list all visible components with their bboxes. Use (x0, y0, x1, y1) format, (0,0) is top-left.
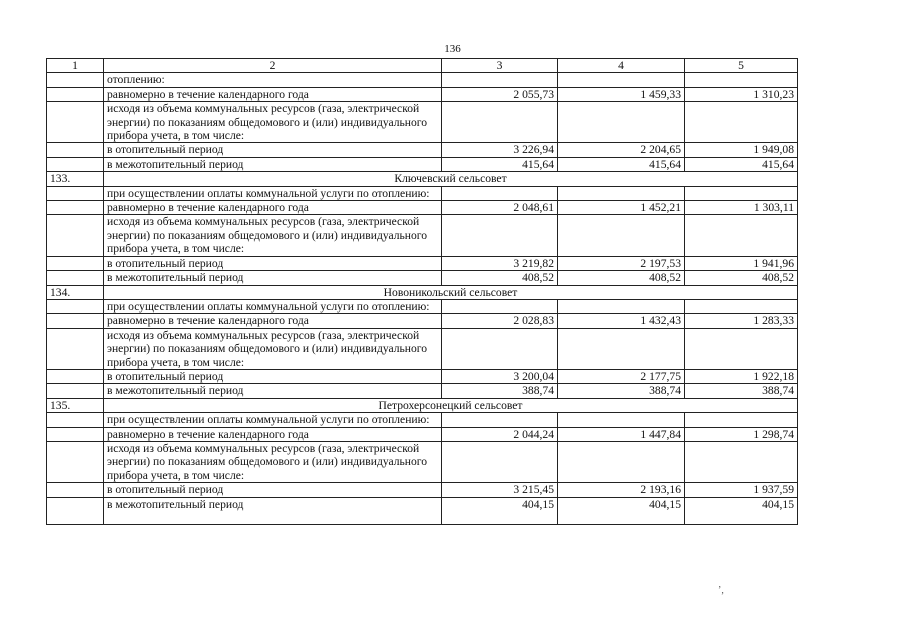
scan-mark: ’, (718, 585, 724, 596)
value-col-3: 404,15 (442, 497, 558, 524)
value-col-4: 1 452,21 (558, 201, 685, 215)
row-number (47, 441, 104, 482)
column-number-row (47, 59, 798, 73)
table-row (47, 102, 798, 143)
table-row (47, 314, 798, 328)
row-label: в межотопительный период (104, 157, 442, 171)
row-number (47, 186, 104, 200)
row-label: в межотопительный период (104, 497, 442, 524)
table-row (47, 256, 798, 270)
value-col-3 (442, 413, 558, 427)
row-number (47, 483, 104, 497)
section-row (47, 172, 798, 186)
value-col-5: 1 283,33 (685, 314, 798, 328)
section-title: Петрохерсонецкий сельсовет (104, 398, 798, 412)
value-col-4: 1 459,33 (558, 87, 685, 101)
value-col-4: 1 432,43 (558, 314, 685, 328)
row-number (47, 87, 104, 101)
value-col-4: 2 193,16 (558, 483, 685, 497)
value-col-5: 415,64 (685, 157, 798, 171)
row-number (47, 201, 104, 215)
table-row (47, 328, 798, 369)
row-label: исходя из объема коммунальных ресурсов (газа, электрической энергии) по показаниям общедомового и (или) индивидуального прибора учета, в том числе: (104, 102, 442, 143)
value-col-3: 408,52 (442, 271, 558, 285)
table-row (47, 441, 798, 482)
value-col-5 (685, 328, 798, 369)
row-label: в межотопительный период (104, 271, 442, 285)
value-col-3: 2 044,24 (442, 427, 558, 441)
value-col-5: 388,74 (685, 384, 798, 398)
value-col-4 (558, 186, 685, 200)
value-col-5 (685, 299, 798, 313)
column-header-5: 5 (685, 59, 798, 73)
row-label: при осуществлении оплаты коммунальной услуги по отоплению: (104, 299, 442, 313)
row-number (47, 271, 104, 285)
row-number: 134. (47, 285, 104, 299)
value-col-5: 1 922,18 (685, 369, 798, 383)
row-number (47, 328, 104, 369)
value-col-5: 408,52 (685, 271, 798, 285)
value-col-4: 2 197,53 (558, 256, 685, 270)
value-col-4: 1 447,84 (558, 427, 685, 441)
value-col-4: 415,64 (558, 157, 685, 171)
value-col-5 (685, 73, 798, 87)
value-col-3 (442, 441, 558, 482)
table-row (47, 215, 798, 256)
value-col-5: 1 298,74 (685, 427, 798, 441)
table-row (47, 73, 798, 87)
value-col-5: 404,15 (685, 497, 798, 524)
value-col-3: 2 055,73 (442, 87, 558, 101)
row-label: отоплению: (104, 73, 442, 87)
column-header-4: 4 (558, 59, 685, 73)
value-col-4: 388,74 (558, 384, 685, 398)
row-number (47, 215, 104, 256)
value-col-3: 3 219,82 (442, 256, 558, 270)
value-col-4 (558, 328, 685, 369)
value-col-5: 1 303,11 (685, 201, 798, 215)
value-col-4 (558, 413, 685, 427)
value-col-4 (558, 215, 685, 256)
value-col-3: 415,64 (442, 157, 558, 171)
row-label: равномерно в течение календарного года (104, 427, 442, 441)
value-col-5: 1 937,59 (685, 483, 798, 497)
page-number: 136 (444, 43, 461, 55)
row-number: 133. (47, 172, 104, 186)
value-col-4 (558, 102, 685, 143)
value-col-3 (442, 186, 558, 200)
row-number (47, 73, 104, 87)
value-col-3 (442, 328, 558, 369)
value-col-5: 1 941,96 (685, 256, 798, 270)
value-col-3 (442, 215, 558, 256)
row-label: в отопительный период (104, 369, 442, 383)
section-title: Новоникольский сельсовет (104, 285, 798, 299)
row-number (47, 427, 104, 441)
value-col-3: 3 226,94 (442, 143, 558, 157)
row-label: при осуществлении оплаты коммунальной услуги по отоплению: (104, 186, 442, 200)
value-col-3 (442, 73, 558, 87)
value-col-4: 404,15 (558, 497, 685, 524)
row-number (47, 369, 104, 383)
section-row (47, 398, 798, 412)
table-row (47, 483, 798, 497)
table-row (47, 186, 798, 200)
table-row (47, 427, 798, 441)
row-label: в отопительный период (104, 256, 442, 270)
row-number (47, 314, 104, 328)
value-col-3: 3 215,45 (442, 483, 558, 497)
value-col-3 (442, 102, 558, 143)
table-row (47, 369, 798, 383)
value-col-5: 1 949,08 (685, 143, 798, 157)
row-number (47, 299, 104, 313)
table-row (47, 497, 798, 524)
value-col-3: 3 200,04 (442, 369, 558, 383)
table-row (47, 157, 798, 171)
row-label: исходя из объема коммунальных ресурсов (газа, электрической энергии) по показаниям общедомового и (или) индивидуального прибора учета, в том числе: (104, 328, 442, 369)
table-row (47, 271, 798, 285)
table-row (47, 384, 798, 398)
value-col-4: 408,52 (558, 271, 685, 285)
row-number (47, 102, 104, 143)
table-row (47, 299, 798, 313)
value-col-4 (558, 299, 685, 313)
section-title: Ключевский сельсовет (104, 172, 798, 186)
table-body (47, 73, 798, 524)
value-col-3: 388,74 (442, 384, 558, 398)
row-label: в отопительный период (104, 143, 442, 157)
row-number: 135. (47, 398, 104, 412)
row-label: в межотопительный период (104, 384, 442, 398)
row-number (47, 256, 104, 270)
tariff-table (46, 58, 798, 525)
row-label: исходя из объема коммунальных ресурсов (газа, электрической энергии) по показаниям общедомового и (или) индивидуального прибора учета, в том числе: (104, 215, 442, 256)
value-col-5: 1 310,23 (685, 87, 798, 101)
column-header-1: 1 (47, 59, 104, 73)
value-col-5 (685, 215, 798, 256)
value-col-5 (685, 441, 798, 482)
row-number (47, 157, 104, 171)
value-col-3: 2 028,83 (442, 314, 558, 328)
column-header-3: 3 (442, 59, 558, 73)
value-col-3: 2 048,61 (442, 201, 558, 215)
value-col-4: 2 177,75 (558, 369, 685, 383)
value-col-5 (685, 186, 798, 200)
row-number (47, 413, 104, 427)
table-row (47, 143, 798, 157)
table-row (47, 413, 798, 427)
row-number (47, 384, 104, 398)
value-col-4 (558, 441, 685, 482)
table-row (47, 87, 798, 101)
row-label: равномерно в течение календарного года (104, 87, 442, 101)
value-col-4: 2 204,65 (558, 143, 685, 157)
value-col-5 (685, 413, 798, 427)
row-label: равномерно в течение календарного года (104, 314, 442, 328)
row-label: исходя из объема коммунальных ресурсов (газа, электрической энергии) по показаниям общедомового и (или) индивидуального прибора учета, в том числе: (104, 441, 442, 482)
row-label: в отопительный период (104, 483, 442, 497)
row-label: равномерно в течение календарного года (104, 201, 442, 215)
row-number (47, 143, 104, 157)
value-col-5 (685, 102, 798, 143)
column-header-2: 2 (104, 59, 442, 73)
table-row (47, 201, 798, 215)
row-label: при осуществлении оплаты коммунальной услуги по отоплению: (104, 413, 442, 427)
section-row (47, 285, 798, 299)
value-col-3 (442, 299, 558, 313)
value-col-4 (558, 73, 685, 87)
row-number (47, 497, 104, 524)
